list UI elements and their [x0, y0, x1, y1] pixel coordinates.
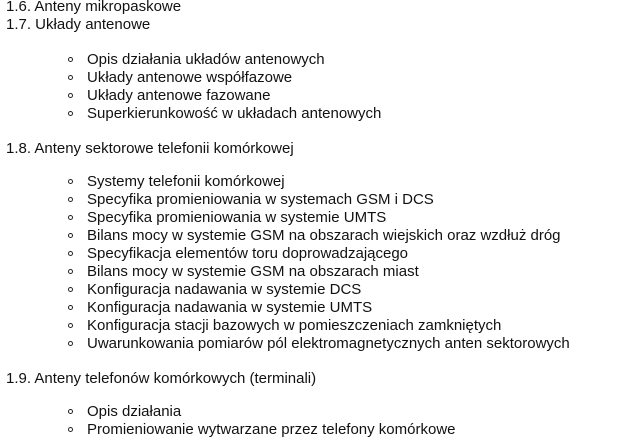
list-item: Układy antenowe fazowane: [66, 87, 381, 105]
list-item: Promieniowanie wytwarzane przez telefony komórkowe: [66, 421, 456, 439]
list-item: Konfiguracja nadawania w systemie DCS: [66, 281, 570, 299]
circle-bullet-icon: [68, 233, 73, 238]
circle-bullet-icon: [68, 427, 73, 432]
circle-bullet-icon: [68, 111, 73, 116]
circle-bullet-icon: [68, 323, 73, 328]
circle-bullet-icon: [68, 179, 73, 184]
list-item: Superkierunkowość w układach antenowych: [66, 105, 381, 123]
section-heading-1-8: 1.8. Anteny sektorowe telefonii komórkowej: [6, 140, 294, 157]
section-1-9-list: [66, 403, 456, 439]
circle-bullet-icon: [68, 197, 73, 202]
circle-bullet-icon: [68, 269, 73, 274]
list-item: Uwarunkowania pomiarów pól elektromagnetycznych anten sektorowych: [66, 335, 570, 353]
circle-bullet-icon: [68, 287, 73, 292]
list-item: Konfiguracja stacji bazowych w pomieszczeniach zamkniętych: [66, 317, 570, 335]
list-item: Systemy telefonii komórkowej: [66, 173, 570, 191]
circle-bullet-icon: [68, 305, 73, 310]
list-item: Układy antenowe współfazowe: [66, 69, 381, 87]
circle-bullet-icon: [68, 93, 73, 98]
list-item: Specyfikacja elementów toru doprowadzającego: [66, 245, 570, 263]
circle-bullet-icon: [68, 409, 73, 414]
section-heading-1-6: 1.6. Anteny mikropaskowe: [6, 0, 182, 15]
circle-bullet-icon: [68, 251, 73, 256]
list-item: Bilans mocy w systemie GSM na obszarach wiejskich oraz wzdłuż dróg: [66, 227, 570, 245]
list-item: Specyfika promieniowania w systemach GSM i DCS: [66, 191, 570, 209]
circle-bullet-icon: [68, 215, 73, 220]
section-heading-1-7: 1.7. Układy antenowe: [6, 16, 151, 33]
list-item: Bilans mocy w systemie GSM na obszarach miast: [66, 263, 570, 281]
list-item: Opis działania: [66, 403, 456, 421]
circle-bullet-icon: [68, 341, 73, 346]
section-heading-1-9: 1.9. Anteny telefonów komórkowych (terminali): [6, 370, 317, 387]
circle-bullet-icon: [68, 57, 73, 62]
circle-bullet-icon: [68, 75, 73, 80]
section-1-8-list: [66, 173, 570, 353]
list-item: Konfiguracja nadawania w systemie UMTS: [66, 299, 570, 317]
section-1-7-list: [66, 51, 381, 123]
list-item: Opis działania układów antenowych: [66, 51, 381, 69]
list-item: Specyfika promieniowania w systemie UMTS: [66, 209, 570, 227]
